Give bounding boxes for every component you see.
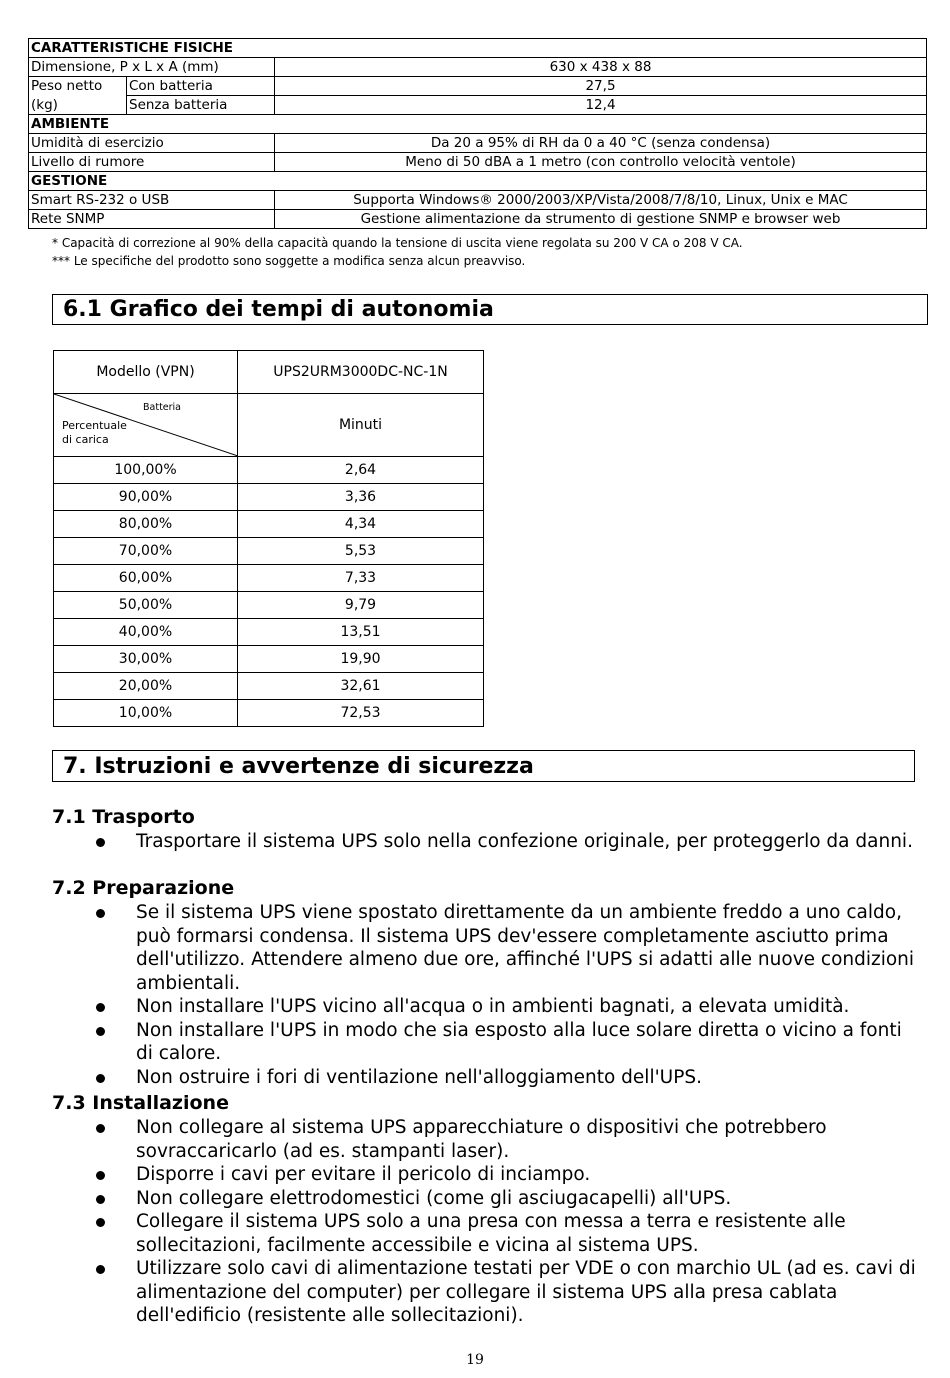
spec-without-battery-value: 12,4 <box>275 96 927 115</box>
bullet-text: Non ostruire i fori di ventilazione nell'alloggiamento dell'UPS. <box>136 1066 702 1088</box>
runtime-minutes-value: 5,53 <box>238 538 484 565</box>
runtime-model-value: UPS2URM3000DC-NC-1N <box>238 351 484 394</box>
bullet-text: Non installare l'UPS in modo che sia esposto alla luce solare diretta o vicino a fonti di calore. <box>136 1019 902 1064</box>
runtime-minutes-value: 4,34 <box>238 511 484 538</box>
bullet-item <box>90 995 920 1019</box>
bullet-text: Disporre i cavi per evitare il pericolo di inciampo. <box>136 1164 591 1185</box>
bullet-item <box>90 1187 916 1211</box>
runtime-row <box>54 457 484 484</box>
bullet-item <box>90 1257 916 1328</box>
bullet-text: Non collegare al sistema UPS apparecchiature o dispositivi che potrebbero sovraccaricarlo (ad es. stampanti laser). <box>136 1117 827 1162</box>
spec-serial-value: Supporta Windows® 2000/2003/XP/Vista/2008/7/8/10, Linux, Unix e MAC <box>275 191 927 210</box>
footnote-correction: * Capacità di correzione al 90% della capacità quando la tensione di uscita viene regolata su 200 V CA o 208 V CA. <box>52 236 743 250</box>
bullet-item <box>90 1019 920 1066</box>
spec-noise-label: Livello di rumore <box>29 153 275 172</box>
bullet-icon <box>96 1171 105 1180</box>
bullet-icon <box>96 1003 105 1012</box>
runtime-load-value: 70,00% <box>54 538 238 565</box>
spec-header-management: GESTIONE <box>29 172 927 191</box>
spec-dimension-label: Dimensione, P x L x A (mm) <box>29 58 275 77</box>
runtime-row <box>54 538 484 565</box>
bullet-item <box>90 830 920 854</box>
runtime-minutes-value: 3,36 <box>238 484 484 511</box>
preparation-list <box>90 901 920 1089</box>
bullet-icon <box>96 1218 105 1227</box>
runtime-row <box>54 565 484 592</box>
page-number: 19 <box>466 1352 484 1368</box>
spec-noise-value: Meno di 50 dBA a 1 metro (con controllo velocità ventole) <box>275 153 927 172</box>
runtime-load-value: 40,00% <box>54 619 238 646</box>
section-7-1-title: 7.1 Trasporto <box>52 806 195 828</box>
runtime-minutes-value: 2,64 <box>238 457 484 484</box>
spec-without-battery-label: Senza batteria <box>127 96 275 115</box>
bullet-icon <box>96 838 105 847</box>
runtime-minutes-value: 32,61 <box>238 673 484 700</box>
section-6-1-title: 6.1 Grafico dei tempi di autonomia <box>52 294 928 325</box>
bullet-item <box>90 1210 916 1257</box>
runtime-row <box>54 619 484 646</box>
spec-snmp-value: Gestione alimentazione da strumento di gestione SNMP e browser web <box>275 210 927 229</box>
spec-header-environment: AMBIENTE <box>29 115 927 134</box>
bullet-text: Utilizzare solo cavi di alimentazione testati per VDE o con marchio UL (ad es. cavi di alimentazione del computer) per collegare il sistema UPS alla presa cablata dell'edificio (resistente alle sollecitazioni). <box>136 1258 916 1326</box>
spec-snmp-label: Rete SNMP <box>29 210 275 229</box>
runtime-load-value: 60,00% <box>54 565 238 592</box>
runtime-minutes-value: 72,53 <box>238 700 484 727</box>
section-7-title: 7. Istruzioni e avvertenze di sicurezza <box>52 750 915 782</box>
spec-serial-label: Smart RS-232 o USB <box>29 191 275 210</box>
runtime-table <box>53 350 484 727</box>
spec-dimension-value: 630 x 438 x 88 <box>275 58 927 77</box>
bullet-text: Trasportare il sistema UPS solo nella confezione originale, per proteggerlo da danni. <box>136 831 913 852</box>
section-7-3-title: 7.3 Installazione <box>52 1092 229 1114</box>
runtime-load-value: 80,00% <box>54 511 238 538</box>
spec-humidity-value: Da 20 a 95% di RH da 0 a 40 °C (senza condensa) <box>275 134 927 153</box>
runtime-load-value: 10,00% <box>54 700 238 727</box>
runtime-minutes-value: 9,79 <box>238 592 484 619</box>
bullet-text: Non installare l'UPS vicino all'acqua o in ambienti bagnati, a elevata umidità. <box>136 996 850 1017</box>
bullet-icon <box>96 1265 105 1274</box>
bullet-item <box>90 1163 916 1187</box>
bullet-text: Se il sistema UPS viene spostato direttamente da un ambiente freddo a uno caldo, può formarsi condensa. Il sistema UPS dev'essere completamente asciutto prima dell'utilizzo. Attendere almeno due ore, affinché l'UPS si adatti alle nuove condizioni ambientali. <box>136 902 915 994</box>
spec-with-battery-value: 27,5 <box>275 77 927 96</box>
runtime-load-value: 30,00% <box>54 646 238 673</box>
bullet-text: Collegare il sistema UPS solo a una presa con messa a terra e resistente alle sollecitazioni, facilmente accessibile e vicina al sistema UPS. <box>136 1211 846 1256</box>
bullet-text: Non collegare elettrodomestici (come gli asciugacapelli) all'UPS. <box>136 1187 732 1209</box>
bullet-icon <box>96 1124 105 1133</box>
runtime-diagonal-header <box>54 394 238 457</box>
bullet-icon <box>96 1074 105 1083</box>
spec-weight-unit: (kg) <box>29 96 127 115</box>
bullet-item <box>90 1066 920 1090</box>
runtime-load-value: 20,00% <box>54 673 238 700</box>
section-7-2-title: 7.2 Preparazione <box>52 877 235 899</box>
runtime-row <box>54 700 484 727</box>
spec-weight-label: Peso netto <box>29 77 127 96</box>
bullet-icon <box>96 1195 105 1204</box>
specifications-table <box>28 38 927 229</box>
runtime-row <box>54 592 484 619</box>
bullet-item <box>90 1116 916 1163</box>
runtime-load-label: Percentuale <box>62 419 127 432</box>
bullet-icon <box>96 909 105 918</box>
runtime-load-label-2: di carica <box>62 433 109 446</box>
runtime-load-value: 100,00% <box>54 457 238 484</box>
spec-header-physical: CARATTERISTICHE FISICHE <box>29 39 927 58</box>
bullet-icon <box>96 1027 105 1036</box>
bullet-item <box>90 901 920 995</box>
runtime-minutes-label: Minuti <box>238 394 484 457</box>
runtime-row <box>54 646 484 673</box>
runtime-battery-label: Batteria <box>143 402 181 413</box>
runtime-minutes-value: 19,90 <box>238 646 484 673</box>
runtime-minutes-value: 13,51 <box>238 619 484 646</box>
spec-humidity-label: Umidità di esercizio <box>29 134 275 153</box>
runtime-row <box>54 673 484 700</box>
runtime-minutes-value: 7,33 <box>238 565 484 592</box>
runtime-row <box>54 484 484 511</box>
runtime-load-value: 50,00% <box>54 592 238 619</box>
spec-with-battery-label: Con batteria <box>127 77 275 96</box>
footnote-specs-change: *** Le specifiche del prodotto sono soggette a modifica senza alcun preavviso. <box>52 254 526 268</box>
transport-list <box>90 830 920 854</box>
runtime-load-value: 90,00% <box>54 484 238 511</box>
installation-list <box>90 1116 916 1328</box>
runtime-row <box>54 511 484 538</box>
runtime-model-label: Modello (VPN) <box>54 351 238 394</box>
